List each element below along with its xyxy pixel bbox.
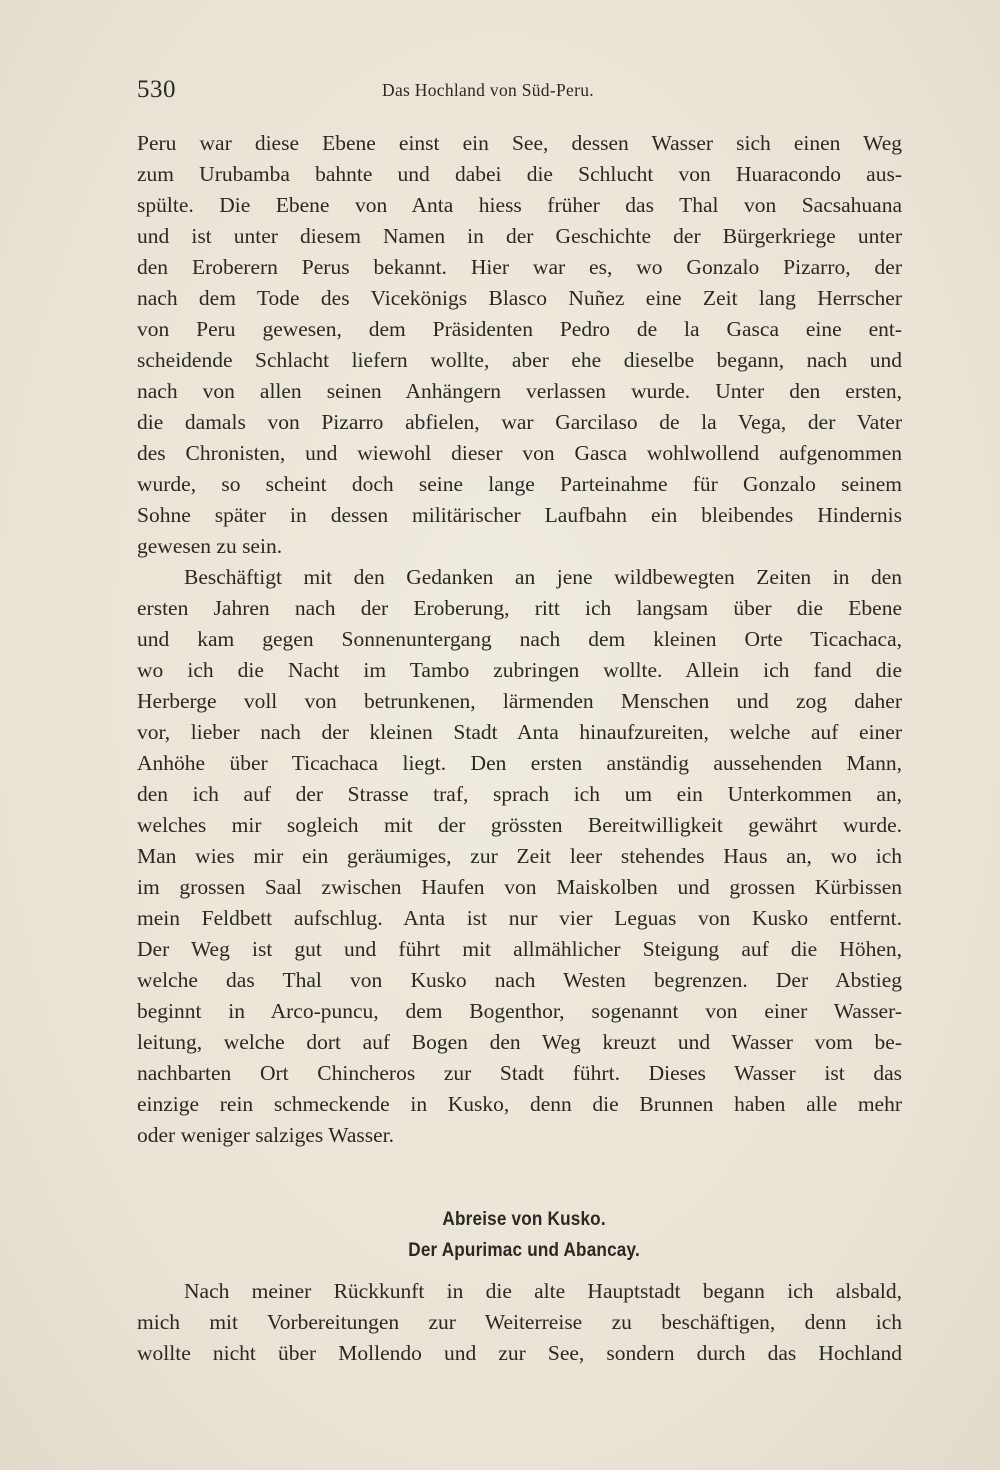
text-line: wollte nicht über Mollendo und zur See, sondern durch das Hochland <box>137 1341 902 1365</box>
text-line: wurde, so scheint doch seine lange Parteinahme für Gonzalo seinem <box>137 472 902 496</box>
text-line: mein Feldbett aufschlug. Anta ist nur vier Leguas von Kusko entfernt. <box>137 906 902 930</box>
text-line: Sohne später in dessen militärischer Laufbahn ein bleibendes Hindernis <box>137 503 902 527</box>
text-line: leitung, welche dort auf Bogen den Weg kreuzt und Wasser vom be- <box>137 1030 902 1054</box>
section-body-text <box>137 1276 902 1369</box>
text-line: mich mit Vorbereitungen zur Weiterreise zu beschäftigen, denn ich <box>137 1310 902 1334</box>
text-line: Peru war diese Ebene einst ein See, dessen Wasser sich einen Weg <box>137 131 902 155</box>
page-number: 530 <box>137 76 176 103</box>
text-line: im grossen Saal zwischen Haufen von Maiskolben und grossen Kürbissen <box>137 875 902 899</box>
paragraph-first-line: Beschäftigt mit den Gedanken an jene wildbewegten Zeiten in den <box>184 565 902 589</box>
text-line: scheidende Schlacht liefern wollte, aber ehe dieselbe begann, nach und <box>137 348 902 372</box>
text-line: die damals von Pizarro abfielen, war Garcilaso de la Vega, der Vater <box>137 410 902 434</box>
text-line: beginnt in Arco-puncu, dem Bogenthor, sogenannt von einer Wasser- <box>137 999 902 1023</box>
section-heading: Abreise von Kusko. <box>442 1208 606 1230</box>
text-line: gewesen zu sein. <box>137 534 283 558</box>
text-line: ersten Jahren nach der Eroberung, ritt ich langsam über die Ebene <box>137 596 902 620</box>
text-line: des Chronisten, und wiewohl dieser von Gasca wohlwollend aufgenommen <box>137 441 902 465</box>
text-line: den ich auf der Strasse traf, sprach ich um ein Unterkommen an, <box>137 782 902 806</box>
text-line: Man wies mir ein geräumiges, zur Zeit leer stehendes Haus an, wo ich <box>137 844 902 868</box>
running-head <box>137 76 902 108</box>
text-line: und ist unter diesem Namen in der Geschichte der Bürgerkriege unter <box>137 224 902 248</box>
text-line: vor, lieber nach der kleinen Stadt Anta hinaufzureiten, welche auf einer <box>137 720 902 744</box>
text-line: und kam gegen Sonnenuntergang nach dem kleinen Orte Ticachaca, <box>137 627 902 651</box>
text-line: den Eroberern Perus bekannt. Hier war es, wo Gonzalo Pizarro, der <box>137 255 902 279</box>
text-line: nachbarten Ort Chincheros zur Stadt führt. Dieses Wasser ist das <box>137 1061 902 1085</box>
text-line: einzige rein schmeckende in Kusko, denn die Brunnen haben alle mehr <box>137 1092 902 1116</box>
text-line: Der Weg ist gut und führt mit allmählicher Steigung auf die Höhen, <box>137 937 902 961</box>
text-line: nach von allen seinen Anhängern verlassen wurde. Unter den ersten, <box>137 379 902 403</box>
section-subheading: Der Apurimac und Abancay. <box>408 1239 640 1261</box>
text-line: oder weniger salziges Wasser. <box>137 1123 394 1147</box>
text-line: spülte. Die Ebene von Anta hiess früher das Thal von Sacsahuana <box>137 193 902 217</box>
text-line: welches mir sogleich mit der grössten Bereitwilligkeit gewährt wurde. <box>137 813 902 837</box>
text-line: Anhöhe über Ticachaca liegt. Den ersten anständig aussehenden Mann, <box>137 751 902 775</box>
text-line: zum Urubamba bahnte und dabei die Schlucht von Huaracondo aus- <box>137 162 902 186</box>
text-line: von Peru gewesen, dem Präsidenten Pedro de la Gasca eine ent- <box>137 317 902 341</box>
text-line: wo ich die Nacht im Tambo zubringen wollte. Allein ich fand die <box>137 658 902 682</box>
body-text <box>137 128 902 1151</box>
paragraph-first-line: Nach meiner Rückkunft in die alte Hauptstadt begann ich alsbald, <box>184 1279 902 1303</box>
text-line: Herberge voll von betrunkenen, lärmenden Menschen und zog daher <box>137 689 902 713</box>
running-title: Das Hochland von Süd-Peru. <box>382 80 594 100</box>
text-line: nach dem Tode des Vicekönigs Blasco Nuñez eine Zeit lang Herrscher <box>137 286 902 310</box>
text-line: welche das Thal von Kusko nach Westen begrenzen. Der Abstieg <box>137 968 902 992</box>
